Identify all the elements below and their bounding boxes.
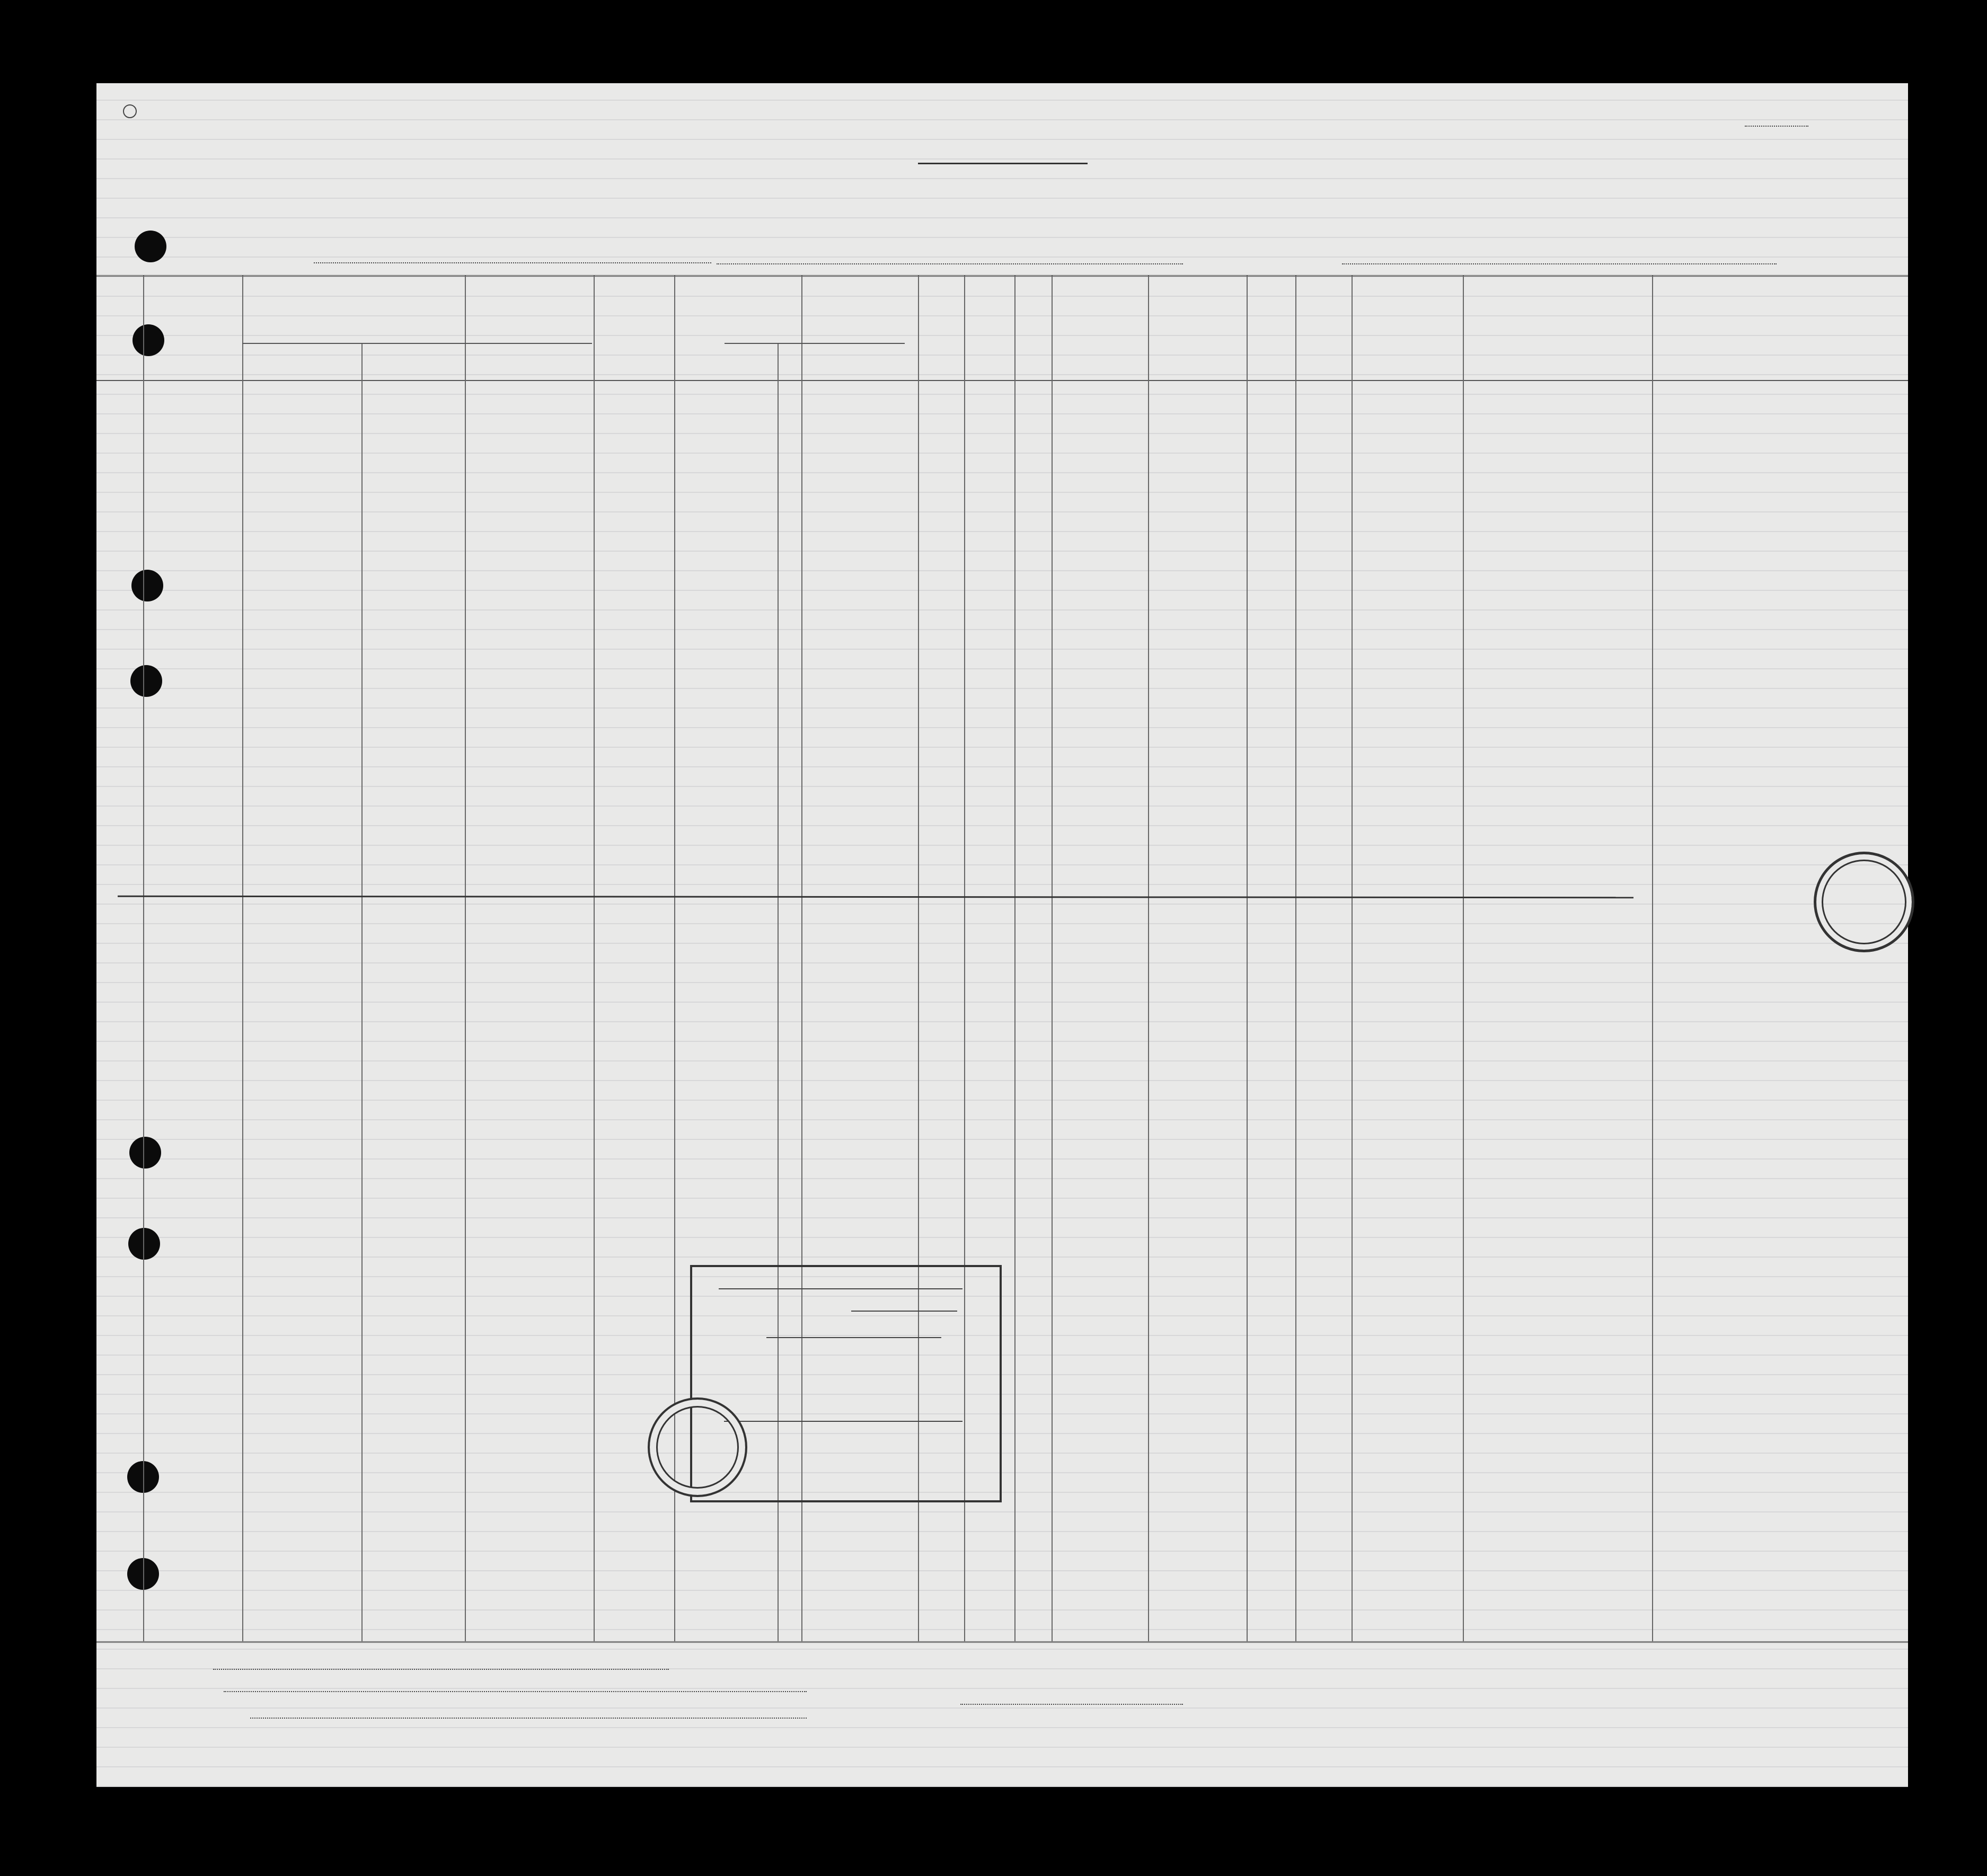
consular-service-stamp [1814, 852, 1914, 952]
column-divider [1463, 276, 1464, 1641]
column-divider [1652, 276, 1653, 1641]
punch-hole [135, 231, 166, 262]
punch-hole [131, 570, 163, 601]
column-divider [465, 276, 466, 1641]
column-divider [1148, 276, 1149, 1641]
column-divider [1352, 276, 1353, 1641]
column-divider [361, 343, 363, 1641]
vice-consulate-seal [648, 1397, 747, 1497]
punch-hole [128, 1228, 160, 1260]
punch-hole [130, 665, 162, 697]
seal-icon [123, 104, 137, 118]
column-divider [242, 276, 243, 1641]
strike-through-line [118, 896, 1633, 898]
column-divider [594, 276, 595, 1641]
column-divider [1295, 276, 1296, 1641]
punch-hole [133, 324, 164, 356]
manifest-sheet [96, 83, 1908, 1787]
punch-hole [129, 1137, 161, 1169]
column-divider [143, 276, 144, 1641]
column-divider [1052, 276, 1053, 1641]
column-divider [1247, 276, 1248, 1641]
column-divider [1014, 276, 1015, 1641]
